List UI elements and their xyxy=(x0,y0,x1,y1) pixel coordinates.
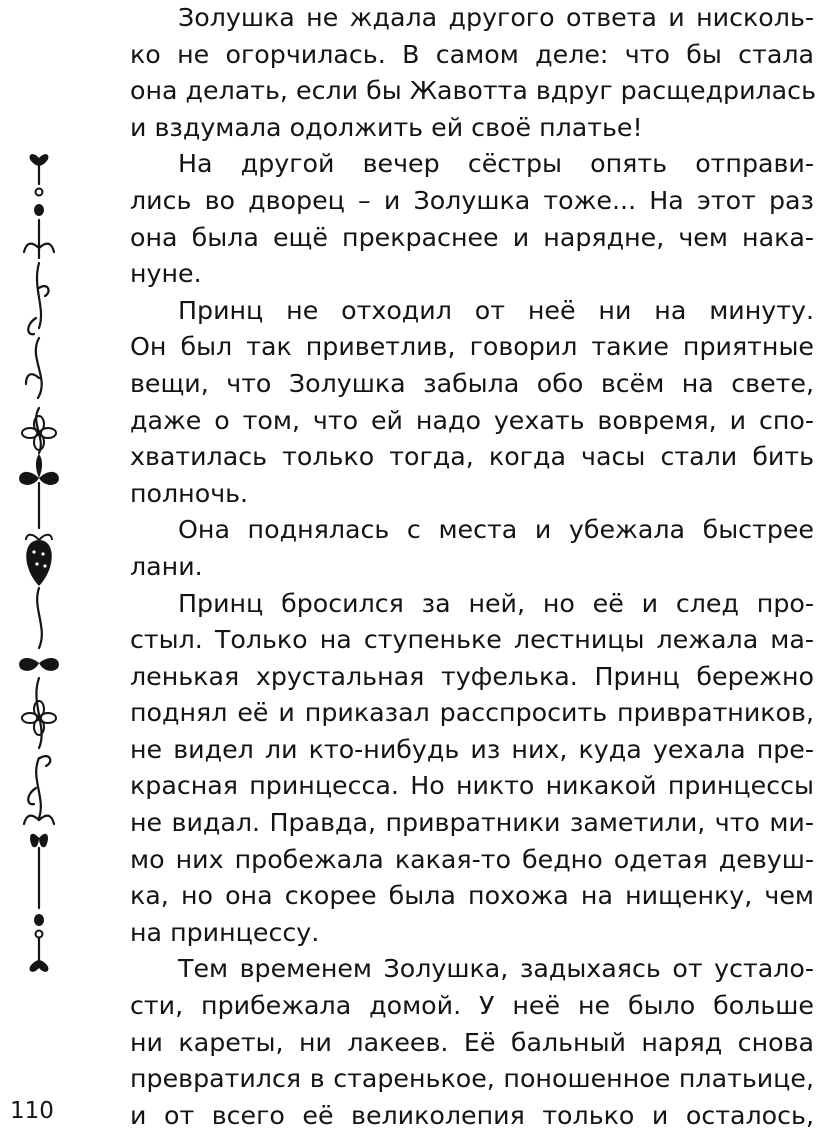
text-line: Принц бросился за ней, но её и след про- xyxy=(178,588,814,618)
text-line: Тем временем Золушка, задыхаясь от устало- xyxy=(178,954,814,984)
text-line: вещи, что Золушка забыла обо всём на свете, xyxy=(130,368,814,398)
text-line: Принц не отходил от неё ни на минуту. xyxy=(178,295,814,325)
text-line: красная принцесса. Но никто никакой принцессы xyxy=(130,771,814,801)
text-line: стыл. Только на ступеньке лестницы лежала ма- xyxy=(130,625,814,655)
body-text xyxy=(130,0,814,1134)
page-number: 110 xyxy=(10,1098,54,1124)
text-line: сти, прибежала домой. У неё не было больше xyxy=(130,991,814,1021)
text-line: ко не огорчилась. В самом деле: что бы стала xyxy=(130,39,814,69)
text-line: ни кареты, ни лакеев. Её бальный наряд снова xyxy=(130,1027,814,1057)
text-line: ленькая хрустальная туфелька. Принц бережно xyxy=(130,661,814,691)
text-line: она делать, если бы Жавотта вдруг расщедрилась xyxy=(130,76,816,106)
text-line: хватилась только тогда, когда часы стали бить xyxy=(130,442,814,472)
text-line: на принцессу. xyxy=(130,917,320,947)
text-line: и от всего её великолепия только и осталось, xyxy=(130,1100,814,1130)
floral-vine-ornament-icon xyxy=(12,148,66,978)
text-line: нуне. xyxy=(130,259,202,289)
text-line: мо них пробежала какая-то бедно одетая девуш- xyxy=(130,844,814,874)
text-line: поднял её и приказал расспросить привратников, xyxy=(130,698,814,728)
text-line: превратился в старенькое, поношенное платьице, xyxy=(130,1064,814,1094)
text-line: ка, но она скорее была похожа на нищенку, чем xyxy=(130,881,814,911)
text-line: На другой вечер сёстры опять отправи- xyxy=(178,149,814,179)
text-line: полночь. xyxy=(130,478,249,508)
text-line: лани. xyxy=(130,551,203,581)
text-line: Он был так приветлив, говорил такие приятные xyxy=(130,332,814,362)
text-line: и вздумала одолжить ей своё платье! xyxy=(130,112,643,142)
text-line: Золушка не ждала другого ответа и нисколь- xyxy=(178,3,814,32)
text-line: не видел ли кто-нибудь из них, куда уехала пре- xyxy=(130,734,814,764)
text-line: не видал. Правда, привратники заметили, что ми- xyxy=(130,808,814,838)
text-line: Она поднялась с места и убежала быстрее xyxy=(178,515,814,545)
text-line: она была ещё прекраснее и нарядне, чем нака- xyxy=(130,222,814,252)
text-line: лись во дворец – и Золушка тоже... На этот раз xyxy=(130,185,814,215)
text-line: даже о том, что ей надо уехать вовремя, и спо- xyxy=(130,405,814,435)
